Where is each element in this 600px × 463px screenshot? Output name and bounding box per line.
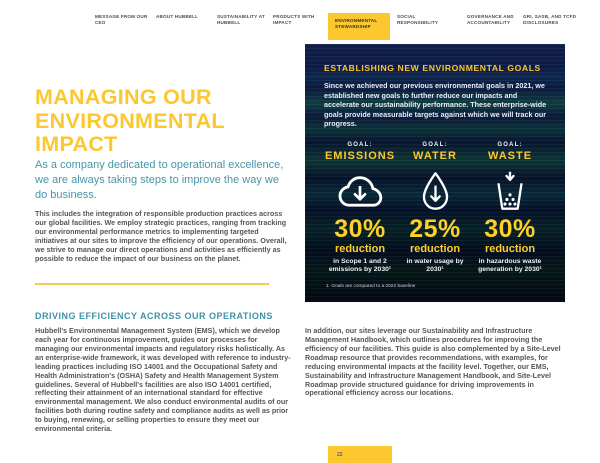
goals-panel-heading: ESTABLISHING NEW ENVIRONMENTAL GOALS — [324, 63, 541, 73]
goal-water — [399, 142, 471, 276]
yellow-divider — [35, 283, 269, 285]
goal-name-waste: WASTE — [487, 149, 533, 162]
goal-value-emissions: 30% — [334, 214, 386, 243]
trash-bin-arrow-down-icon — [474, 170, 546, 212]
page-number-badge — [328, 446, 392, 463]
nav-item-governance[interactable]: GOVERNANCE AND ACCOUNTABILITY — [467, 14, 514, 26]
page-title: MANAGING OUR ENVIRONMENTAL IMPACT — [35, 85, 225, 157]
goal-detail-waste: in hazardous waste generation by 2030¹ — [478, 257, 542, 274]
nav-item-environmental-stewardship[interactable]: ENVIRONMENTAL STEWARDSHIP — [328, 13, 390, 40]
environmental-goals-panel — [305, 44, 565, 302]
nav-item-sustainability[interactable]: SUSTAINABILITY AT HUBBELL — [217, 14, 265, 26]
goal-kicker: GOAL: — [422, 141, 448, 148]
nav-item-message-from-ceo[interactable]: MESSAGE FROM OUR CEO — [95, 14, 148, 26]
hero-body-text: This includes the integration of responsible production practices across our global facilities. We employ strategic practices, ranging from tracking our environmental performance metrics to implementing targeted initiatives at our sites to improve the efficiency of our operations. Overall, we strive to manage our direct operations and activities as efficiently as possible to reduce the impact of our business on the planet. — [35, 209, 287, 263]
goals-panel-intro: Since we achieved our previous environmental goals in 2021, we established new goals to further reduce our impacts and accelerate our sustainability performance. These enterprise-wide goals provide measurable targets against which we will track our progress. — [324, 81, 547, 128]
goal-kicker: GOAL: — [497, 141, 523, 148]
goal-name-emissions: EMISSIONS — [324, 149, 396, 162]
cloud-arrow-down-icon — [324, 170, 396, 212]
nav-item-social-responsibility[interactable]: SOCIAL RESPONSIBILITY — [397, 14, 439, 26]
hero-subtitle: As a company dedicated to operational excellence, we are always taking steps to improve the way we do business. — [35, 159, 284, 202]
operations-text-left: Hubbell's Environmental Management System (EMS), which we develop each year for continuous improvement, guides our processes for managing our environmental impacts and regulatory risks holistically. As an enterprise-wide framework, it was developed with reference to industry-leading practices including ISO 14001 and the Occupational Safety and Health Administration's (OSHA) Safety and Health Management System guidelines. Several of Hubbell's facilities are also ISO 14001 certified, reflecting their attainment of an international standard for effective environmental management. We also conduct environmental audits of our facilities both during routine safety and compliance audits as well as prior to buying, renewing, or selling properties to ensure they meet our environmental criteria. — [35, 326, 291, 434]
goals-footnote: 1. Goals are compared to a 2022 baseline — [326, 284, 416, 290]
operations-text-right: In addition, our sites leverage our Sustainability and Infrastructure Management Handbook, which outlines procedures for improving the efficiency of our facilities. This guide is also complemented by a Site-Level Roadmap resource that provides recommendations, with examples, for reducing environmental impacts at the facility level. Together, our EMS, Sustainability and Infrastructure Management Handbook, and Site-Level Roadmap provide structured guidance for driving improvements in operational efficiency across our locations. — [305, 326, 561, 398]
goal-unit: reduction — [334, 242, 386, 255]
goal-value-waste: 30% — [484, 214, 536, 243]
goal-emissions — [324, 142, 396, 276]
goals-row — [324, 142, 546, 276]
nav-item-about-hubbell[interactable]: ABOUT HUBBELL — [156, 14, 199, 19]
goal-unit: reduction — [409, 242, 461, 255]
goal-kicker: GOAL: — [347, 141, 373, 148]
water-drop-arrow-down-icon — [399, 170, 471, 212]
page-number: 22 — [337, 451, 343, 458]
goal-unit: reduction — [484, 242, 536, 255]
nav-item-disclosures[interactable]: GRI, SASB, AND TCFD DISCLOSURES — [523, 14, 577, 26]
goal-detail-water: in water usage by 2030¹ — [406, 257, 464, 274]
nav-item-products-with-impact[interactable]: PRODUCTS WITH IMPACT — [273, 14, 315, 26]
operations-heading: DRIVING EFFICIENCY ACROSS OUR OPERATIONS — [35, 311, 273, 321]
goal-waste — [474, 142, 546, 276]
goal-detail-emissions: in Scope 1 and 2 emissions by 2030¹ — [328, 257, 392, 274]
goal-name-water: WATER — [413, 149, 457, 162]
goal-value-water: 25% — [409, 214, 461, 243]
